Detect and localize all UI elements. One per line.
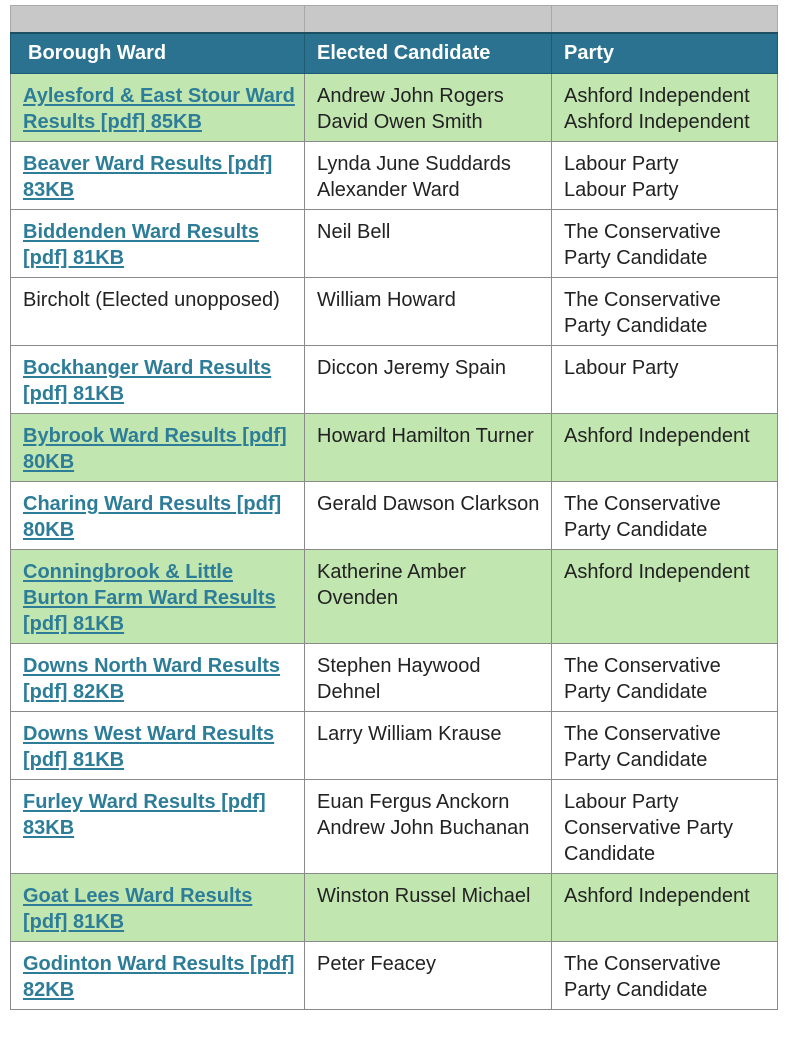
table-row bbox=[11, 780, 778, 874]
ward-cell bbox=[11, 644, 305, 712]
ward-results-link[interactable]: Goat Lees Ward Results [pdf] 81KB bbox=[23, 885, 253, 933]
candidate-name: Andrew John Rogers bbox=[317, 85, 504, 107]
candidate-name: Katherine Amber Ovenden bbox=[317, 561, 466, 609]
ward-cell bbox=[11, 210, 305, 278]
ward-cell bbox=[11, 780, 305, 874]
candidate-cell bbox=[305, 414, 552, 482]
party-name: Labour Party bbox=[564, 791, 679, 813]
party-cell bbox=[552, 942, 778, 1010]
spacer-cell bbox=[552, 6, 778, 34]
table-row bbox=[11, 142, 778, 210]
table-row bbox=[11, 874, 778, 942]
ward-cell bbox=[11, 414, 305, 482]
candidate-cell bbox=[305, 644, 552, 712]
candidate-name: Howard Hamilton Turner bbox=[317, 425, 534, 447]
party-name: Conservative Party Candidate bbox=[564, 817, 733, 865]
party-name: The Conservative Party Candidate bbox=[564, 723, 721, 771]
party-name: The Conservative Party Candidate bbox=[564, 655, 721, 703]
party-name: The Conservative Party Candidate bbox=[564, 953, 721, 1001]
party-name: Ashford Independent bbox=[564, 561, 750, 583]
ward-cell bbox=[11, 942, 305, 1010]
party-cell bbox=[552, 874, 778, 942]
party-cell bbox=[552, 278, 778, 346]
party-cell bbox=[552, 550, 778, 644]
candidate-cell bbox=[305, 346, 552, 414]
ward-results-link[interactable]: Bybrook Ward Results [pdf] 80KB bbox=[23, 425, 287, 473]
candidate-cell bbox=[305, 142, 552, 210]
ward-cell bbox=[11, 278, 305, 346]
table-row bbox=[11, 414, 778, 482]
ward-cell bbox=[11, 712, 305, 780]
candidate-cell bbox=[305, 482, 552, 550]
ward-results-link[interactable]: Conningbrook & Little Burton Farm Ward Results [pdf] 81KB bbox=[23, 561, 276, 635]
candidate-cell bbox=[305, 550, 552, 644]
header-party: Party bbox=[552, 33, 778, 74]
party-cell bbox=[552, 210, 778, 278]
ward-results-link[interactable]: Furley Ward Results [pdf] 83KB bbox=[23, 791, 266, 839]
party-cell bbox=[552, 780, 778, 874]
table-row bbox=[11, 210, 778, 278]
candidate-name: William Howard bbox=[317, 289, 456, 311]
ward-cell bbox=[11, 482, 305, 550]
ward-cell bbox=[11, 74, 305, 142]
header-borough-ward: Borough Ward bbox=[11, 33, 305, 74]
ward-results-link[interactable]: Bockhanger Ward Results [pdf] 81KB bbox=[23, 357, 272, 405]
party-cell bbox=[552, 346, 778, 414]
candidate-name: Stephen Haywood Dehnel bbox=[317, 655, 481, 703]
candidate-name: Neil Bell bbox=[317, 221, 391, 243]
candidate-name: Andrew John Buchanan bbox=[317, 817, 530, 839]
candidate-cell bbox=[305, 74, 552, 142]
table-body bbox=[11, 74, 778, 1010]
table-row bbox=[11, 550, 778, 644]
candidate-name: Peter Feacey bbox=[317, 953, 436, 975]
results-table-container bbox=[10, 5, 777, 1010]
party-name: Labour Party bbox=[564, 357, 679, 379]
party-cell bbox=[552, 712, 778, 780]
party-cell bbox=[552, 414, 778, 482]
table-row bbox=[11, 644, 778, 712]
candidate-name: Lynda June Suddards bbox=[317, 153, 511, 175]
party-name: The Conservative Party Candidate bbox=[564, 289, 721, 337]
party-cell bbox=[552, 644, 778, 712]
ward-results-table bbox=[10, 5, 778, 1010]
party-name: Ashford Independent bbox=[564, 111, 750, 133]
candidate-name: Diccon Jeremy Spain bbox=[317, 357, 506, 379]
candidate-name: Alexander Ward bbox=[317, 179, 460, 201]
candidate-cell bbox=[305, 874, 552, 942]
table-row bbox=[11, 74, 778, 142]
ward-results-link[interactable]: Charing Ward Results [pdf] 80KB bbox=[23, 493, 282, 541]
party-name: Ashford Independent bbox=[564, 885, 750, 907]
header-elected-candidate: Elected Candidate bbox=[305, 33, 552, 74]
candidate-name: Euan Fergus Anckorn bbox=[317, 791, 510, 813]
ward-results-link[interactable]: Aylesford & East Stour Ward Results [pdf] 85KB bbox=[23, 85, 295, 133]
ward-results-link[interactable]: Beaver Ward Results [pdf] 83KB bbox=[23, 153, 273, 201]
candidate-cell bbox=[305, 712, 552, 780]
party-name: Labour Party bbox=[564, 153, 679, 175]
ward-cell bbox=[11, 346, 305, 414]
spacer-cell bbox=[11, 6, 305, 34]
ward-results-link[interactable]: Godinton Ward Results [pdf] 82KB bbox=[23, 953, 295, 1001]
party-name: The Conservative Party Candidate bbox=[564, 493, 721, 541]
party-name: Ashford Independent bbox=[564, 85, 750, 107]
candidate-cell bbox=[305, 278, 552, 346]
table-row bbox=[11, 942, 778, 1010]
candidate-cell bbox=[305, 780, 552, 874]
spacer-cell bbox=[305, 6, 552, 34]
party-name: The Conservative Party Candidate bbox=[564, 221, 721, 269]
ward-results-link[interactable]: Downs North Ward Results [pdf] 82KB bbox=[23, 655, 281, 703]
candidate-name: Winston Russel Michael bbox=[317, 885, 531, 907]
candidate-cell bbox=[305, 210, 552, 278]
party-cell bbox=[552, 482, 778, 550]
candidate-name: Gerald Dawson Clarkson bbox=[317, 493, 540, 515]
party-name: Labour Party bbox=[564, 179, 679, 201]
party-cell bbox=[552, 74, 778, 142]
candidate-cell bbox=[305, 942, 552, 1010]
table-row bbox=[11, 346, 778, 414]
table-row bbox=[11, 712, 778, 780]
table-row bbox=[11, 278, 778, 346]
party-name: Ashford Independent bbox=[564, 425, 750, 447]
ward-name-text: Bircholt (Elected unopposed) bbox=[23, 289, 280, 311]
party-cell bbox=[552, 142, 778, 210]
ward-cell bbox=[11, 550, 305, 644]
ward-cell bbox=[11, 142, 305, 210]
table-top-spacer-row bbox=[11, 6, 778, 34]
candidate-name: Larry William Krause bbox=[317, 723, 502, 745]
ward-results-link[interactable]: Downs West Ward Results [pdf] 81KB bbox=[23, 723, 275, 771]
candidate-name: David Owen Smith bbox=[317, 111, 483, 133]
ward-results-link[interactable]: Biddenden Ward Results [pdf] 81KB bbox=[23, 221, 259, 269]
table-row bbox=[11, 482, 778, 550]
ward-cell bbox=[11, 874, 305, 942]
table-header-row bbox=[11, 33, 778, 74]
